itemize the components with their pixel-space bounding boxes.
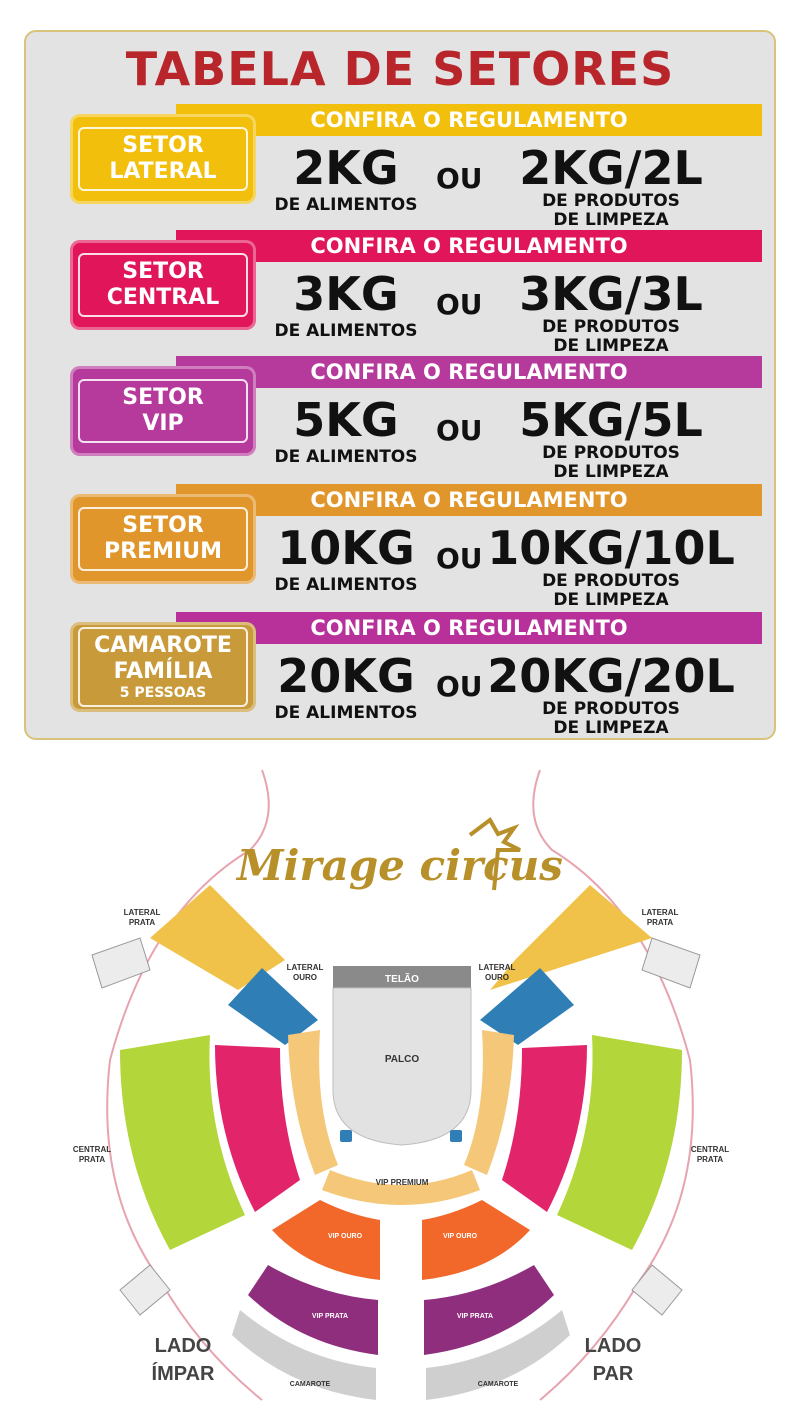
wheelchair-icon: [340, 1130, 352, 1142]
food-quantity-sub: DE ALIMENTOS: [274, 703, 418, 723]
stairs-left-bottom: [120, 1265, 170, 1315]
regulation-bar[interactable]: CONFIRA O REGULAMENTO: [176, 104, 762, 136]
label-lateral-ouro-left: LATERAL OURO: [286, 963, 324, 982]
label-lateral-prata-left: LATERAL PRATA: [123, 908, 161, 927]
label-vip-ouro-left: VIP OURO: [327, 1233, 363, 1240]
sector-badge: [70, 240, 256, 330]
badge-line-1: CAMAROTE: [94, 633, 232, 658]
food-quantity: 10KG: [277, 521, 415, 575]
cleaning-quantity-sub-2: DE LIMPEZA: [553, 590, 669, 610]
food-quantity-sub: DE ALIMENTOS: [274, 321, 418, 341]
label-central-prata-left: CENTRAL PRATA: [72, 1145, 112, 1164]
cleaning-quantity-sub-2: DE LIMPEZA: [553, 462, 669, 482]
badge-line-2: CENTRAL: [106, 285, 220, 310]
table-title: TABELA DE SETORES: [125, 42, 675, 96]
sector-row: [26, 356, 774, 482]
label-lateral-prata-right: LATERAL PRATA: [641, 908, 679, 927]
or-separator: OU: [436, 414, 483, 447]
food-quantity-sub: DE ALIMENTOS: [274, 195, 418, 215]
cleaning-quantity-sub-2: DE LIMPEZA: [553, 210, 669, 230]
cleaning-quantity-sub-1: DE PRODUTOS: [542, 191, 680, 211]
lado-par-label-1: LADO: [584, 1335, 642, 1357]
label-camarote-right: CAMAROTE: [477, 1381, 519, 1388]
cleaning-quantity-sub-1: DE PRODUTOS: [542, 571, 680, 591]
cleaning-quantity: 2KG/2L: [519, 141, 703, 195]
label-vip-premium: VIP PREMIUM: [375, 1178, 429, 1187]
label-vip-ouro-right: VIP OURO: [442, 1233, 478, 1240]
badge-line-1: SETOR: [122, 513, 204, 538]
food-quantity: 5KG: [293, 393, 399, 447]
sector-badge: [70, 114, 256, 204]
cleaning-quantity: 3KG/3L: [519, 267, 703, 321]
stairs-right-top: [642, 938, 700, 988]
regulation-bar[interactable]: CONFIRA O REGULAMENTO: [176, 612, 762, 644]
cleaning-quantity-sub-1: DE PRODUTOS: [542, 317, 680, 337]
lado-par-label-2: PAR: [592, 1363, 634, 1385]
section-vip-ouro-right[interactable]: [422, 1200, 530, 1280]
regulation-bar[interactable]: CONFIRA O REGULAMENTO: [176, 484, 762, 516]
sector-badge: [70, 366, 256, 456]
badge-line-2: LATERAL: [109, 159, 217, 184]
sector-row: [26, 104, 774, 230]
seating-map: [0, 760, 801, 1424]
cleaning-quantity-sub-2: DE LIMPEZA: [553, 718, 669, 738]
food-quantity-sub: DE ALIMENTOS: [274, 447, 418, 467]
lado-impar-label-1: LADO: [154, 1335, 212, 1357]
section-vip-ouro-left[interactable]: [272, 1200, 380, 1280]
regulation-bar[interactable]: CONFIRA O REGULAMENTO: [176, 356, 762, 388]
food-quantity-sub: DE ALIMENTOS: [274, 575, 418, 595]
badge-line-1: SETOR: [122, 385, 204, 410]
label-vip-prata-right: VIP PRATA: [456, 1313, 494, 1320]
badge-line-2: FAMÍLIA: [113, 659, 213, 684]
regulation-bar[interactable]: CONFIRA O REGULAMENTO: [176, 230, 762, 262]
food-quantity: 20KG: [277, 649, 415, 703]
label-camarote-left: CAMAROTE: [289, 1381, 331, 1388]
section-vip-premium-front[interactable]: [322, 1170, 480, 1205]
section-lateral-prata-right[interactable]: [490, 885, 652, 990]
sector-table-panel: [24, 30, 776, 740]
or-separator: OU: [436, 288, 483, 321]
sector-badge: [70, 622, 256, 712]
cleaning-quantity: 10KG/10L: [487, 521, 735, 575]
badge-line-2: PREMIUM: [104, 539, 222, 564]
or-separator: OU: [436, 670, 483, 703]
cleaning-quantity: 20KG/20L: [487, 649, 735, 703]
cleaning-quantity: 5KG/5L: [519, 393, 703, 447]
sector-row: [26, 484, 774, 610]
label-lateral-ouro-right: LATERAL OURO: [478, 963, 516, 982]
seating-map-svg: [0, 760, 801, 1424]
stairs-left-top: [92, 938, 150, 988]
badge-line-1: SETOR: [122, 133, 204, 158]
food-quantity: 2KG: [293, 141, 399, 195]
lado-impar-label-2: ÍMPAR: [151, 1363, 215, 1385]
stage-label: PALCO: [384, 1054, 420, 1065]
sector-row: [26, 230, 774, 356]
cleaning-quantity-sub-2: DE LIMPEZA: [553, 336, 669, 356]
label-vip-prata-left: VIP PRATA: [311, 1313, 349, 1320]
logo-text: Mirage circus: [237, 841, 563, 890]
section-vip-premium-left[interactable]: [288, 1030, 338, 1175]
badge-line-3: 5 PESSOAS: [119, 685, 207, 701]
cleaning-quantity-sub-1: DE PRODUTOS: [542, 443, 680, 463]
badge-line-1: SETOR: [122, 259, 204, 284]
wheelchair-icon: [450, 1130, 462, 1142]
sector-row: [26, 612, 774, 738]
badge-line-2: VIP: [142, 411, 184, 436]
or-separator: OU: [436, 542, 483, 575]
stage: [333, 988, 471, 1145]
cleaning-quantity-sub-1: DE PRODUTOS: [542, 699, 680, 719]
label-central-prata-right: CENTRAL PRATA: [690, 1145, 730, 1164]
telao-label: TELÃO: [385, 974, 419, 985]
stairs-right-bottom: [632, 1265, 682, 1315]
or-separator: OU: [436, 162, 483, 195]
food-quantity: 3KG: [293, 267, 399, 321]
sector-badge: [70, 494, 256, 584]
